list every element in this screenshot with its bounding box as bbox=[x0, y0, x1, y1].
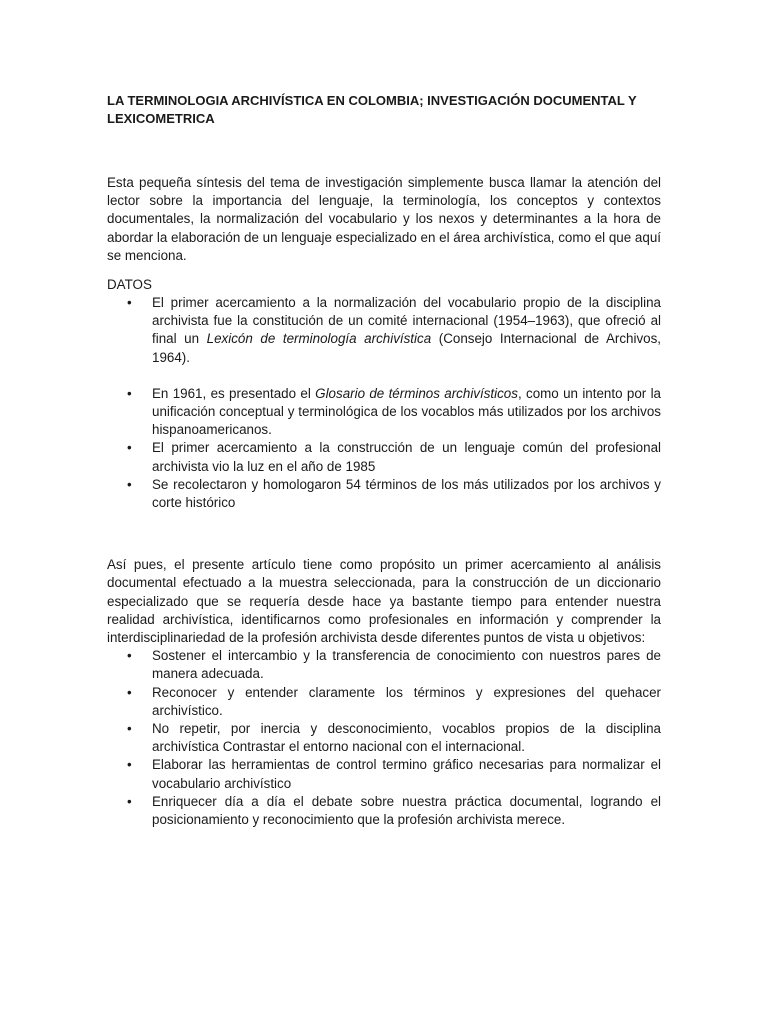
bullet-icon: • bbox=[127, 721, 132, 737]
list-item bbox=[107, 756, 661, 792]
list-item-text: El primer acercamiento a la normalización del vocabulario propio de la disciplina archivista fue la constitución de un comité internacional (1954–1963), que ofreció al final un Lexicón de terminología archivística (Consejo Internacional de Archivos, 1964). bbox=[152, 295, 662, 365]
bullet-icon: • bbox=[127, 476, 132, 492]
list-item-text: El primer acercamiento a la construcción de un lenguaje común del profesional archivista vio la luz en el año de 1985 bbox=[152, 440, 661, 474]
bullet-icon: • bbox=[127, 385, 132, 401]
list-item-text: Sostener el intercambio y la transferencia de conocimiento con nuestros pares de manera adecuada. bbox=[152, 648, 661, 682]
list-item-text: Se recolectaron y homologaron 54 términos de los más utilizados por los archivos y corte histórico bbox=[152, 476, 661, 511]
list-item-text: Enriquecer día a día el debate sobre nuestra práctica documental, logrando el posicionamiento y reconocimiento que la profesión archivista merece. bbox=[152, 793, 661, 828]
bullet-icon: • bbox=[127, 757, 132, 773]
italic-title: Glosario de términos archivísticos bbox=[315, 385, 518, 401]
list-item bbox=[107, 684, 661, 720]
list-item-text: En 1961, es presentado el Glosario de términos archivísticos, como un intento por la unificación conceptual y terminológica de los vocablos más utilizados por los archivos hispanoamericanos. bbox=[152, 385, 661, 438]
intro-paragraph: Esta pequeña síntesis del tema de investigación simplemente busca llamar la atención del lector sobre la importancia del lenguaje, la terminología, los conceptos y contextos documentales, la normalización del vocabulario y los nexos y determinantes a la hora de abordar la elaboración de un lenguaje especializado en el área archivística, como el que aquí se menciona. bbox=[107, 175, 661, 263]
list-item-text: No repetir, por inercia y desconocimiento, vocablos propios de la disciplina archivística Contrastar el entorno nacional con el internacional. bbox=[152, 721, 661, 755]
datos-list bbox=[107, 294, 661, 512]
list-item bbox=[107, 476, 661, 512]
list-item bbox=[107, 294, 661, 367]
list-item bbox=[107, 385, 661, 440]
document-page bbox=[107, 92, 661, 829]
objectives-list bbox=[107, 647, 661, 829]
bullet-icon: • bbox=[127, 684, 132, 700]
list-item-text: Elaborar las herramientas de control termino gráfico necesarias para normalizar el vocabulario archivístico bbox=[152, 757, 661, 791]
outro-paragraph: Así pues, el presente artículo tiene como propósito un primer acercamiento al análisis documental efectuado a la muestra seleccionada, para la construcción de un diccionario especializado que se requería desde hace ya bastante tiempo para entender nuestra realidad archivística, identificarnos como profesionales en información y comprender la interdisciplinariedad de la profesión archivista desde diferentes puntos de vista u objetivos: bbox=[107, 557, 661, 646]
datos-heading: DATOS bbox=[107, 277, 152, 293]
bullet-icon: • bbox=[127, 793, 132, 809]
list-item bbox=[107, 793, 661, 829]
list-item-text: Reconocer y entender claramente los términos y expresiones del quehacer archivístico. bbox=[152, 684, 661, 718]
list-item bbox=[107, 720, 661, 756]
list-item bbox=[107, 439, 661, 475]
bullet-icon: • bbox=[127, 440, 132, 456]
italic-title: Lexicón de terminología archivística bbox=[206, 331, 432, 347]
list-item bbox=[107, 647, 661, 683]
bullet-icon: • bbox=[127, 295, 132, 311]
document-title: LA TERMINOLOGIA ARCHIVÍSTICA EN COLOMBIA; INVESTIGACIÓN DOCUMENTAL Y LEXICOMETRICA bbox=[107, 93, 637, 126]
bullet-icon: • bbox=[127, 648, 132, 664]
